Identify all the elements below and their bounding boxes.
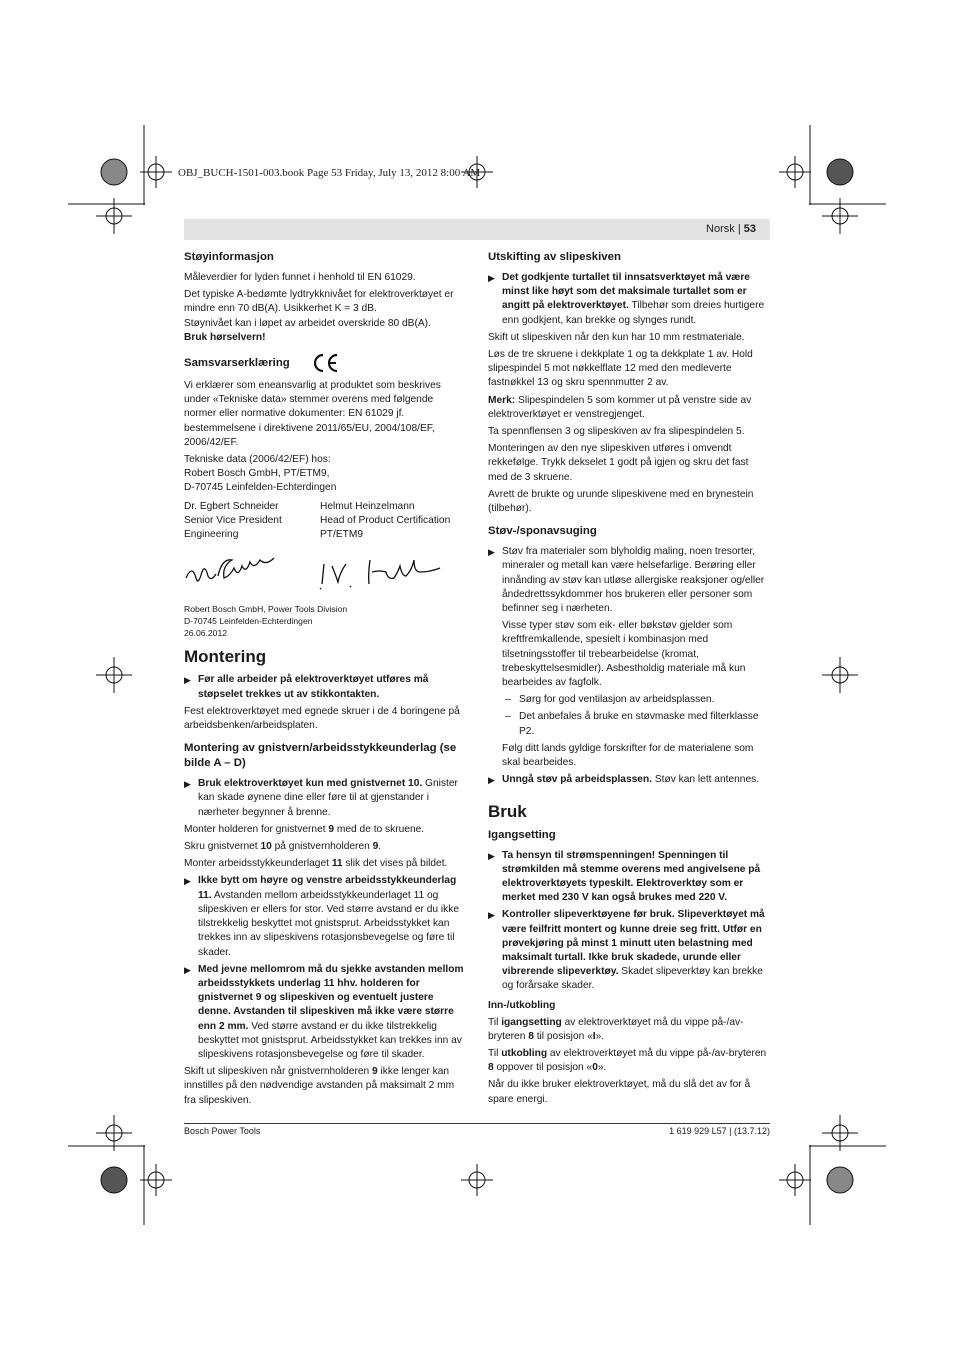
address-1: Robert Bosch GmbH, Power Tools Division <box>184 604 348 615</box>
triangle-right-icon: ▶ <box>184 964 191 975</box>
warning-bold: Bruk elektroverktøyet kun med gnistvernet 10. <box>198 778 423 790</box>
dust-heading: Støv-/sponavsuging <box>488 525 597 538</box>
text-span: med de to skruene. <box>334 823 425 835</box>
triangle-right-icon: ▶ <box>488 547 495 558</box>
wheel-change-text-2: Løs de tre skruene i dekkplate 1 og ta dekkplate 1 av. Hold slipespindel 5 mot nøkkelflate 12 med den medleverte fastnøkkel 13 og skru spennmutter 2 av. <box>488 349 753 389</box>
dust-warning-2 <box>488 773 770 787</box>
wheel-change-heading: Utskifting av slipeskiven <box>488 251 621 263</box>
warning-bold: Unngå støv på arbeidsplassen. <box>502 774 653 786</box>
ref-number: 11 <box>331 858 343 870</box>
dust-text-1: Visse typer støv som eik- eller bøkstøv gjelder som kreftfremkallende, spesielt i kombinasjon med tilsetningsstoffer til trebearbeidelse (kromat, trebeskyttelsesmidler). Asbestholdig materiale må kun bearbeides av fagfolk. <box>502 620 746 689</box>
warning-bold: Kontroller slipeverktøyene før bruk. Slipeverktøyet må være feilfritt montert og kunne dreie seg fritt. Utfør en prøvekjøring på minst 1 minutt uten belastning med maksimalt turtall. Ikke bruk skadede, urunde eller vibrerende slipeverktøy. <box>502 909 765 978</box>
tech-data-2: Robert Bosch GmbH, PT/ETM9, <box>184 468 330 480</box>
signatories-row-2 <box>184 514 466 528</box>
dust-dash-item-1 <box>488 693 770 707</box>
tech-data-1: Tekniske data (2006/42/EF) hos: <box>184 454 331 466</box>
startup-heading: Igangsetting <box>488 828 556 841</box>
text-span: ikke lenger kan innstilles på den nødvendige avstanden på maksimalt 2 mm fra slipeskiven. <box>184 1066 455 1106</box>
text-span: oppover til posisjon « <box>493 1062 593 1074</box>
wheel-change-warning <box>488 271 770 328</box>
noise-heading: Støyinformasjon <box>184 251 274 263</box>
triangle-right-icon: ▶ <box>488 850 495 861</box>
dash-icon: – <box>505 694 511 706</box>
signatory-right-title: Head of Product Certification <box>320 514 451 526</box>
page-number: 53 <box>743 223 756 235</box>
spark-guard-text-4 <box>184 1065 466 1108</box>
switching-heading: Inn-/utkobling <box>488 999 556 1011</box>
signatory-left-title: Senior Vice President <box>184 514 282 526</box>
text-span: ». <box>597 1062 607 1074</box>
wheel-change-text-5: Avrett de brukte og urunde slipeskivene med en brynestein (tilbehør). <box>488 488 754 515</box>
signatories-row-1 <box>184 500 466 514</box>
signatory-right-dept: PT/ETM9 <box>320 529 364 541</box>
address-2: D-70745 Leinfelden-Echterdingen <box>184 616 313 627</box>
triangle-right-icon: ▶ <box>488 910 495 921</box>
text-span: Skift ut slipeskiven når gnistvernholderen <box>184 1066 373 1078</box>
bold-term: utkobling <box>501 1047 548 1059</box>
dash-text: Det anbefales å bruke en støvmaske med filterklasse P2. <box>519 711 759 737</box>
text-span: Skru gnistvernet <box>184 841 261 853</box>
warning-text: Gnister kan skade øynene dine eller føre til at gjenstander i nærheter begynner å brenne. <box>198 778 458 818</box>
energy-text: Når du ikke bruker elektroverktøyet, må du slå det av for å spare energi. <box>488 1079 751 1105</box>
operation-heading: Bruk <box>488 801 527 821</box>
noise-text-4: Bruk hørselvern! <box>184 331 266 343</box>
text-span: Til <box>488 1016 502 1028</box>
conformity-heading-text: Samsvarserklæring <box>184 357 290 370</box>
text-span: av elektroverktøyet må du vippe på-/av-bryteren <box>488 1016 744 1042</box>
ref-number: 9 <box>372 1066 378 1078</box>
text-span: ». <box>595 1030 605 1042</box>
footer-brand: Bosch Power Tools <box>184 1126 261 1136</box>
conformity-heading <box>184 353 466 373</box>
dust-dash-item-2 <box>488 710 770 738</box>
spark-guard-warning-2 <box>184 874 466 959</box>
ref-number: 8 <box>528 1030 534 1042</box>
handwritten-signatures <box>184 550 454 594</box>
signatories-row-3 <box>184 528 466 542</box>
left-column <box>184 247 466 1111</box>
noise-text-2: Det typiske A-bedømte lydtrykknivået for elektroverktøyet er mindre enn 70 dB(A). Usikkerhet K = 3 dB. <box>184 289 454 315</box>
warning-text: Støv fra materialer som blyholdig maling, noen tresorter, mineraler og metall kan være helsefarlige. Berøring eller innånding av støv kan utløse allergiske reaksjoner og/eller åndedrettssykdommer hos brukeren eller personer som befinner seg i nærheten. <box>502 546 765 615</box>
ref-number: 9 <box>328 823 335 835</box>
note-label: Merk: <box>488 394 516 406</box>
dust-text-2: Følg ditt lands gyldige forskrifter for de materialene som skal bearbeides. <box>502 742 754 769</box>
text-span: Monter arbeidsstykkeunderlaget <box>184 858 332 870</box>
ref-number: 10 <box>260 841 272 853</box>
noise-text-3: Støynivået kan i løpet av arbeidet overskride 80 dB(A). <box>184 317 431 329</box>
ce-mark-icon <box>311 353 339 373</box>
footer-docnumber: 1 619 929 L57 | (13.7.12) <box>669 1126 770 1136</box>
print-slug: OBJ_BUCH-1501-003.book Page 53 Friday, July 13, 2012 8:00 AM <box>178 167 481 179</box>
warning-text: Avstanden mellom arbeidsstykkeunderlaget 11 og slipeskiven er ellers for stor. Ved større avstand er du ikke tilstrekkelig beskyttet mot gnistsprut. Arbeidsstykket kan trekkes inn av slipeskivens rotasjonsbevegelse og føre til skader. <box>198 889 460 958</box>
warning-text: Skadet slipeverktøy kan brekke og forårsake skader. <box>502 966 763 992</box>
note-text: Slipespindelen 5 som kommer ut på venstre side av elektroverktøyet er venstregjenget. <box>488 394 752 420</box>
spark-guard-text-3 <box>184 857 466 871</box>
position-label: I <box>592 1030 596 1042</box>
spark-guard-text-2 <box>184 840 466 854</box>
dust-warning-1 <box>488 545 770 616</box>
startup-warning-2 <box>488 908 770 993</box>
signatory-right-name: Helmut Heinzelmann <box>320 500 415 512</box>
text-span: slik det vises på bildet. <box>342 858 448 870</box>
bold-term: igangsetting <box>501 1016 562 1028</box>
noise-text-1: Måleverdier for lyden funnet i henhold til EN 61029. <box>184 272 416 283</box>
text-span: til posisjon « <box>533 1030 593 1042</box>
text-span: på gnistvernholderen <box>271 841 373 853</box>
ref-number: 8 <box>488 1062 494 1074</box>
signatory-left-name: Dr. Egbert Schneider <box>184 500 279 512</box>
wheel-change-note <box>488 394 770 422</box>
spark-guard-warning-3 <box>184 963 466 1062</box>
header-language: Norsk <box>706 223 735 235</box>
warning-bold: Ikke bytt om høyre og venstre arbeidsstykkeunderlag 11. <box>198 875 457 901</box>
text-span: av elektroverktøyet må du vippe på-/av-bryteren <box>547 1047 767 1059</box>
text-span: . <box>378 841 382 853</box>
dash-text: Sørg for god ventilasjon av arbeidsplassen. <box>519 694 715 706</box>
header-bar <box>184 219 770 240</box>
address-date: 26.06.2012 <box>184 628 228 639</box>
switch-on-text <box>488 1016 770 1044</box>
page-header <box>706 223 756 235</box>
triangle-right-icon: ▶ <box>184 876 191 887</box>
ref-number: 9 <box>372 841 379 853</box>
warning-text: Tilbehør som dreies hurtigere enn godkjent, kan brekke og slynges rundt. <box>502 300 765 326</box>
switch-off-text <box>488 1047 770 1075</box>
warning-text: Støv kan lett antennes. <box>652 774 760 786</box>
text-span: Monter holderen for gnistvernet <box>184 823 329 835</box>
spark-guard-text-1 <box>184 823 466 837</box>
header-separator: | <box>737 223 741 235</box>
triangle-right-icon: ▶ <box>488 273 495 283</box>
mounting-warning <box>184 673 466 701</box>
wheel-change-text-4: Monteringen av den nye slipeskiven utføres i omvendt rekkefølge. Trykk dekselet 1 godt på igjen og skru det fast med de 3 skruene. <box>488 443 749 483</box>
position-label: 0 <box>592 1062 598 1074</box>
startup-warning-1 <box>488 849 770 906</box>
right-column <box>488 247 770 1110</box>
mounting-heading: Montering <box>184 647 267 667</box>
warning-bold: Ta hensyn til strømspenningen! Spenningen til strømkilden må stemme overens med angivelsene på elektroverktøyets typeskilt. Elektroverktøy som er merket med 230 V kan også brukes med 220 V. <box>502 849 761 904</box>
triangle-right-icon: ▶ <box>488 775 495 786</box>
spark-guard-heading: Montering av gnistvern/arbeidsstykkeunderlag (se bilde A – D) <box>184 742 457 770</box>
wheel-change-text-3: Ta spennflensen 3 og slipeskiven av fra slipespindelen 5. <box>488 426 745 438</box>
triangle-right-icon: ▶ <box>184 779 191 790</box>
warning-bold: Med jevne mellomrom må du sjekke avstanden mellom arbeidsstykkets underlag 11 hhv. holderen for gnistvernet 9 og slipeskiven og eventuelt justere denne. Avstanden til slipeskiven må ikke være større enn 2 mm. <box>198 963 464 1032</box>
warning-text: Ved større avstand er du ikke tilstrekkelig beskyttet mot gnistsprut. Arbeidsstykket kan trekkes inn av slipeskivens rotasjonsbevegelse og føre til skader. <box>198 1020 462 1060</box>
triangle-right-icon: ▶ <box>184 675 191 686</box>
conformity-text: Vi erklærer som eneansvarlig at produktet som beskrives under «Tekniske data» stemmer overens med følgende normer eller normative dokumenter: EN 61029 jf. bestemmelsene i direktivene 2011/65/EU, 2004/108/EF, 2006/42/EF. <box>184 380 441 448</box>
footer-rule <box>184 1123 770 1124</box>
warning-bold: Det godkjente turtallet til innsatsverktøyet må være minst like høyt som det maksimale turtallet som er angitt på elektroverktøyet. <box>502 272 750 312</box>
spark-guard-warning-1 <box>184 777 466 820</box>
mounting-text: Fest elektroverktøyet med egnede skruer i de 4 boringene på arbeidsbenken/arbeidsplaten. <box>184 705 460 732</box>
mounting-warning-text: Før alle arbeider på elektroverktøyet utføres må støpselet trekkes ut av stikkontakten. <box>198 674 429 700</box>
dash-icon: – <box>505 711 511 723</box>
wheel-change-text-1: Skift ut slipeskiven når den kun har 10 mm restmateriale. <box>488 331 745 343</box>
text-span: Til <box>488 1047 502 1059</box>
signatory-left-dept: Engineering <box>184 529 239 541</box>
tech-data-3: D-70745 Leinfelden-Echterdingen <box>184 482 337 494</box>
